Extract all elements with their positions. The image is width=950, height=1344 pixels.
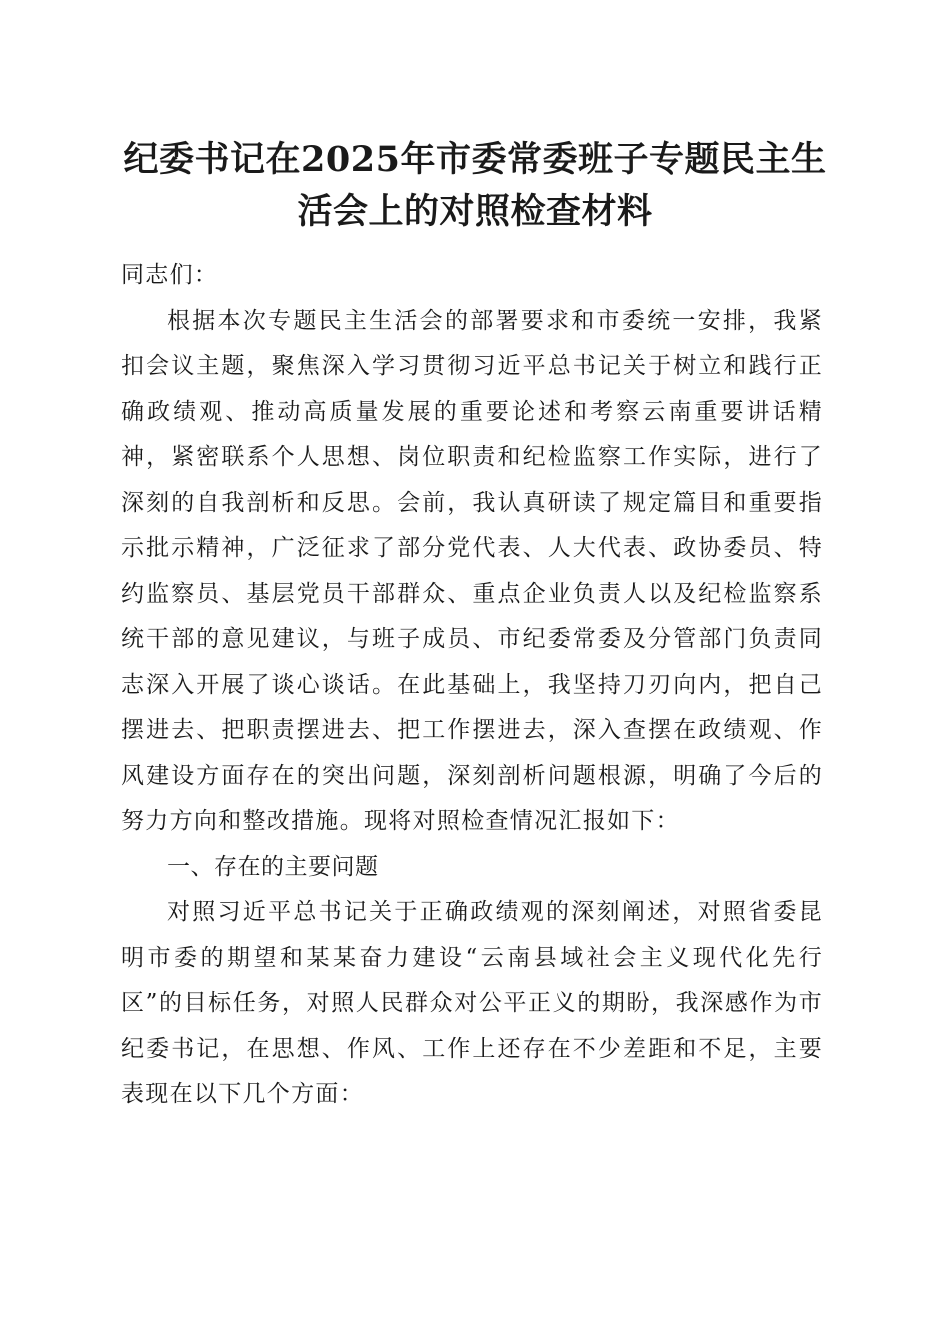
salutation: 同志们： [121, 262, 219, 288]
paragraph-problems-overview: 对照习近平总书记关于正确政绩观的深刻阐述，对照省委昆明市委的期望和某某奋力建设“云南县域社会主义现代化先行区”的目标任务，对照人民群众对公平正义的期盼，我深感作为市纪委书记，在思想、作风、工作上还存在不少差距和不足，主要表现在以下几个方面： [121, 899, 823, 1107]
document-body [121, 253, 823, 1118]
title-line-2: 活会上的对照检查材料 [297, 191, 653, 232]
title-line-1: 纪委书记在2025年市委常委班子专题民主生 [123, 139, 827, 180]
section-heading-main-problems: 一、存在的主要问题 [167, 853, 379, 880]
document-title [110, 134, 840, 238]
paragraph-intro: 根据本次专题民主生活会的部署要求和市委统一安排，我紧扣会议主题，聚焦深入学习贯彻习近平总书记关于树立和践行正确政绩观、推动高质量发展的重要论述和考察云南重要讲话精神，紧密联系个人思想、岗位职责和纪检监察工作实际，进行了深刻的自我剖析和反思。会前，我认真研读了规定篇目和重要指示批示精神，广泛征求了部分党代表、人大代表、政协委员、特约监察员、基层党员干部群众、重点企业负责人以及纪检监察系统干部的意见建议，与班子成员、市纪委常委及分管部门负责同志深入开展了谈心谈话。在此基础上，我坚持刀刃向内，把自己摆进去、把职责摆进去、把工作摆进去，深入查摆在政绩观、作风建设方面存在的突出问题，深刻剖析问题根源，明确了今后的努力方向和整改措施。现将对照检查情况汇报如下： [121, 307, 823, 834]
